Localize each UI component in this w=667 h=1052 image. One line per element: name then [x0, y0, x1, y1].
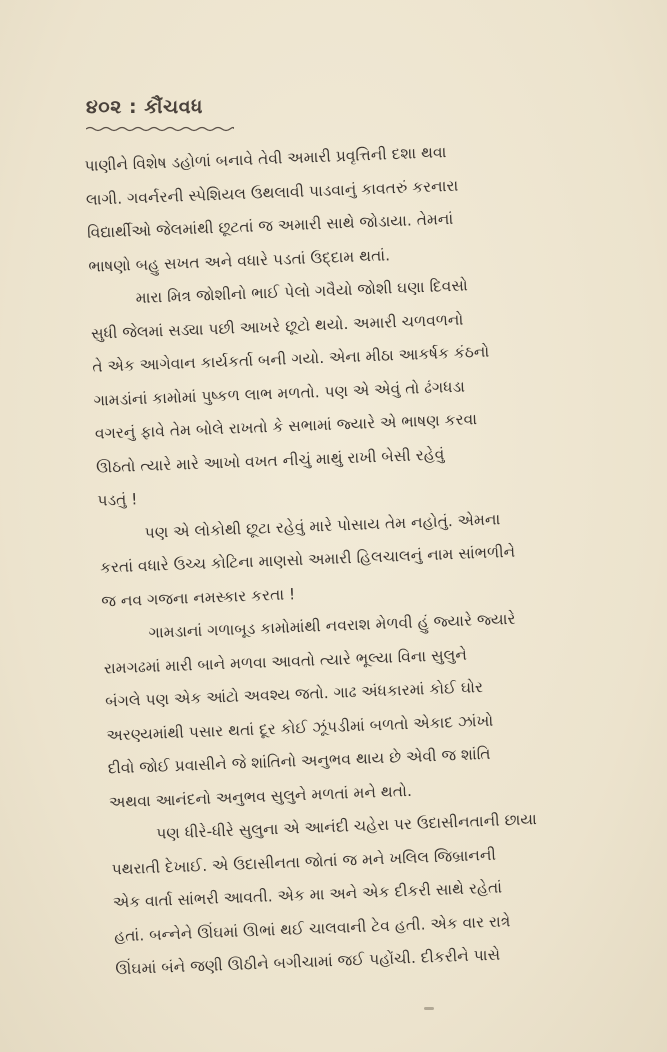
- header-wavy-underline: [86, 126, 234, 132]
- paragraph-2: મારા મિત્ર જોશીનો ભાઈ પેલો ગવૈયો જોશી ઘણા દિવસો સુધી જેલમાં સડ્યા પછી આખરે છૂટો થયો. અમારી ચળવળનો તે એક આગેવાન કાર્યકર્તા બની ગયો. એના મીઠા આકર્ષક કંઠનો ગામડાંનાં કામોમાં પુષ્કળ લાભ મળતો. પણ એ એવું તો ઢંગધડા વગરનું ફાવે તેમ બોલે રાખતો કે સભામાં જ્યારે એ ભાષણ કરવા ઊઠતો ત્યારે મારે આખો વખત નીચું માથું રાખી બેસી રહેવું પડતું !: [90, 276, 490, 510]
- paragraph-5: પણ ધીરે-ધીરે સુલુના એ આનંદી ચહેરા પર ઉદાસીનતાની છાયા પથરાતી દેખાઈ. એ ઉદાસીનતા જોતાં જ મને ખલિલ જિબ્રાનની એક વાર્તા સાંભરી આવતી. એક મા અને એક દીકરી સાથે રહેતાં હતાં. બન્નેને ઊંઘમાં ઊભાં થઈ ચાલવાની ટેવ હતી. એક વાર રાત્રે ઊંઘમાં બંને જણી ઊઠીને બગીચામાં જઈ પહોંચી. દીકરીને પાસે: [111, 810, 538, 979]
- paragraph-4: ગામડાનાં ગળાબૂડ કામોમાંથી નવરાશ મેળવી હું જ્યારે જ્યારે રામગઢમાં મારી બાને મળવા આવતો ત્યારે ભૂલ્યા વિના સુલુને બંગલે પણ એક આંટો અવશ્ય જતો. ગાઢ અંધકારમાં કોઈ ઘોર અરણ્યમાંથી પસાર થતાં દૂર કોઈ ઝૂંપડીમાં બળતો એકાદ ઝાંખો દીવો જોઈ પ્રવાસીને જે શાંતિનો અનુભવ થાય છે એવી જ શાંતિ અથવા આનંદનો અનુભવ સુલુને મળતાં મને થતો.: [103, 609, 516, 812]
- body-text: [84, 129, 667, 987]
- page-header: ૪૦૨ : કૌંચવધ: [86, 96, 203, 118]
- paragraph-1: પાણીને વિશેષ ડહોળાં બનાવે તેવી અમારી પ્રવૃત્તિની દશા થવા લાગી. ગવર્નરની સ્પેશિયલ ઉથલાવી પાડવાનું કાવતરું કરનારા વિદ્યાર્થીઓ જેલમાંથી છૂટતાં જ અમારી સાથે જોડાયા. તેમનાં ભાષણો બહુ સખત અને વધારે પડતાં ઉદ્દામ થતાં.: [84, 143, 459, 276]
- print-speck: [424, 1007, 434, 1010]
- paragraph-3: પણ એ લોકોથી છૂટા રહેવું મારે પોસાય તેમ નહોતું. એમના કરતાં વધારે ઉચ્ચ કોટિના માણસો અમારી હિલચાલનું નામ સાંભળીને જ નવ ગજના નમસ્કાર કરતા !: [99, 509, 516, 611]
